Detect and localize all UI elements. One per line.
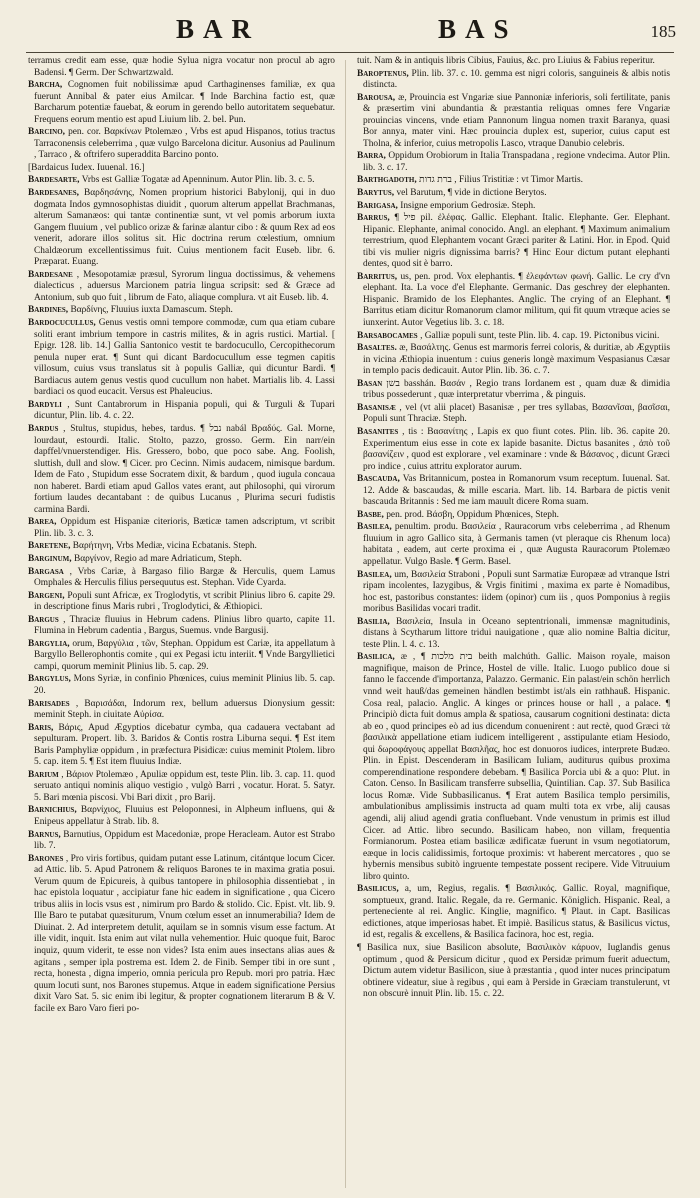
entry-text: a, um, Regius, regalis. ¶ Βασιλικός. Gallic. Royal, magnifique, somptueux, grand. Italic. Regale, da re. Germanic. Königlich. Hispanic. Real, a perteneciente al rei. Anglic. Kinglie, magnifico. ¶ Plaut. in Capt. Basilicas edictiones, atque imperiosas habet. Et impiè. Basilicus status, & Basilicus victus, id est, regalis & excellens, & Basilica facinora, hoc est, regia. xyxy=(363,884,670,941)
entry-text: penultim. produ. Βασιλεία , Rauracorum vrbs celeberrima , ad Rhenum fluuium in agro Gallico sita, à Germanis tamen (vt pleraque cis Rhenum loca) habitata , eadem, aut certe proxima ei , quæ Augusta Rauracorum Ptolemæo appellatur. Vulgo Basle. ¶ Germ. Basel. xyxy=(363,522,670,567)
entry-text: æ , ¶ בית מלכות beith malchúth. Gallic. Maison royale, maison magnifique, maison de Prince, Hostel de ville. Italic. Luogo publico doue si fanno le faccende d'importanza, Palazzo. Germanic. Ein palast/ein schön herrlich vnnd weit hauß/das gemeinen händlen bestimbt ist/als ein rathhauß. Hispanic. Cosa real, palacio. Anglic. A kinges or princes house or hall , a palace. ¶ Principiò dicta fuit domus ampla & spatiosa, causarum cognitioni destinata: dicta ab eo , quod principes eò ad ius dicendum conuenirent : aut rectè, quod Græci τὰ βασιλικὰ appellatione etiam iudicem intelligerent , asstipulante etiam Hesiodo, qui δωροφάγους appellat Βασιλῆας, hoc est donuoros iudices, interprete Budæo. Plin. in Epist. Descenderam in Basilicam Iuliam, auditurus quibus proxima comperendinatione respondere debebam. ¶ Basilica Porcia ubi & a quo: Plut. in Caton. Censo. In Basilicam transferre subsellia, Quintilian. Cap. 37. Sub Basilica locus Romæ. Vide Subbasilicanus. ¶ Erat autem Basilica templo persimilis, ambulationibus amplissimis instructa ad quam multi tota ex vrbe, alij causas agendi, alij aliud agendi gratia confluebant. Vnde venustum in primis est illud Cicer. ad Attic. libro secundo. Basilicam habeo, non villam, frequentia Formianorum. Postea etiam basilicæ ædificatæ fuerunt in vsum negotiatorum, eæque in locis calidissimis, fortoque proximis: vt haberent mercatores , quo se hybernis mensibus subitò ingruente tempestate possent recipere. Vide Vitruuium libro quinto. xyxy=(363,652,670,882)
entry-text: us, pen. prod. Vox elephantis. ¶ ἐλεφάντων φωνή. Gallic. Le cry d'vn elephant. Ita. La voce d'el Elephante. Germanic. Das geschrey der elephanten. Hispanic. Bramido de los Elephantes. Anglic. The crying of an Elephant. ¶ Barritus etiam dicitur Romanorum clamor militum, qui fit quum vtræque acies se iunxerint. Autor Vegetius lib. 3. c. 18. xyxy=(363,271,670,329)
entry-text: Oppidum est Hispaniæ citerioris, Bæticæ tamen adscriptum, vt scribit Plin. lib. 3. c. 3. xyxy=(34,517,335,539)
entry-headword: Barra, xyxy=(357,151,386,162)
dictionary-entry xyxy=(28,639,335,674)
entry-headword: Baris, xyxy=(28,722,54,733)
entry-text: Βασιλεία, Insula in Oceano septentrionali, immensæ magnitudinis, distans à Scytharum littore tridui nauigatione , quæ alio nomine Baltia dicitur, teste Plin. l. 4. c. 13. xyxy=(363,616,670,650)
dictionary-entry xyxy=(28,56,335,79)
entry-text: orum, Βαργύλια , τῶν, Stephan. Oppidum est Cariæ, ita appellatum à Bargyllo Bellerophontis comite , qui ex Pegasi ictu interiit. ¶ Vnde Bargyllietici campi, quorum meminit Plinius lib. 5. cap. 29. xyxy=(34,638,335,672)
entry-text: , Stultus, stupidus, hebes, tardus. ¶ נבל nabál Βραδύς. Gal. Morne, lourdaut, estourdi. Italic. Stolto, pazzo, grosso. Germ. Ein narr/ein dapffel/vnuerstendiger. His. Gressero, bobo, que poco sabe. Ang. Foolish, sluttish, dull and slow. ¶ Cicer. pro Cecinn. Nimis audacem, nimisque bardum. Idem de Fato , Stupidum esse Socratem dixit, & bardum , quod iugula concaua non haberet. Bardi etiam apud Gallos vates erant, aut philosophi, qui virorum fortium laudes decantabant : de quibus Lucanus , Plurima securi fudistis carmina Bardi. xyxy=(34,423,335,515)
entry-headword: Basilea, xyxy=(357,569,392,580)
entry-headword: Barigasa, xyxy=(357,200,398,211)
dictionary-entry xyxy=(357,884,670,942)
entry-headword: Bargylus, xyxy=(28,674,71,685)
dictionary-entry xyxy=(28,175,335,187)
entry-headword: Barea, xyxy=(28,517,57,528)
dictionary-entry xyxy=(357,213,670,271)
entry-headword: Barnichius, xyxy=(28,805,77,816)
dictionary-entry xyxy=(28,270,335,305)
entry-text: Oppidum Orobiorum in Italia Transpadana , regione vndecima. Autor Plin. lib. 3. c. 17. xyxy=(363,151,670,173)
running-head-left: BAR xyxy=(176,14,261,44)
entry-headword: Barisades xyxy=(28,698,70,709)
entry-headword: Basilia, xyxy=(357,616,390,627)
dictionary-entry xyxy=(28,554,335,566)
dictionary-entry xyxy=(357,403,670,426)
entry-text: , Mesopotamiæ præsul, Syrorum lingua doctissimus, & vehemens dialecticus , aduersus Marcionem patria lingua scripsit: sed & Græce ad Antonium, sub quo fuit , librum de Fato, aliaque complura. vt ait Euseb. lib. 4. xyxy=(34,269,335,303)
entry-headword: Bardines, xyxy=(28,305,69,316)
entry-headword: Basanites xyxy=(357,426,399,437)
entry-headword: Barginum, xyxy=(28,553,72,564)
dictionary-entry xyxy=(28,854,335,1016)
entry-headword: Bardyli xyxy=(28,399,62,410)
dictionary-entry xyxy=(28,723,335,769)
entry-text: Βαρνίχιος, Fluuius est Peloponnesi, in Alpheum influens, qui & Enipeus appellatur à Strab. lib. 8. xyxy=(34,805,335,827)
entry-headword: Barousa, xyxy=(357,92,396,103)
dictionary-entry xyxy=(28,163,335,175)
dictionary-entry xyxy=(28,400,335,423)
column-divider xyxy=(345,60,346,1188)
dictionary-entry xyxy=(28,424,335,516)
entry-headword: Barthgadoth, xyxy=(357,175,417,186)
entry-text: tuit. Nam & in antiquis libris Cibius, Fauius, &c. pro Liuius & Fabius reperitur. xyxy=(357,56,655,66)
dictionary-entry xyxy=(357,331,670,343)
entry-headword: Bardesanes, xyxy=(28,188,79,199)
entry-headword: Basilea, xyxy=(357,522,392,533)
entry-text: Βαρδησάνης, Nomen proprium historici Babylonij, qui in duo dogmata Indos gymnosophistas diuidit , quorum alterum appellat Brachmanas, alterum Samanæos: qui tantæ continentiæ sunt, vt vel pomis arborum iuxta Gangem fluuium , vel publico orizæ & farinæ alantur cibo : & quum Rex ad eos venerit, adorare illos solitus sit. Hic doctrina rerum cœlestium, omnium Chaldæorum excellentissimus fuit. Cuius mentionem facit Euseb. libr. 6. Præparat. Euang. xyxy=(34,188,335,268)
entry-headword: Barones xyxy=(28,853,64,864)
entry-text: ¶ פיל pil. ἐλέφας. Gallic. Elephant. Italic. Elephante. Ger. Elephant. Hipanic. Elephante, animal conocido. Angl. an elephant. ¶ Maximum animalium terrestrium, quod Elephantem vocant Græci pariter & Latini. Hor. in Epod. Quid tibi vis mulier nigris dignissima barris? ¶ Hinc Eour dictum putant elephanti dentes, quod sit è barro. xyxy=(363,213,670,270)
entry-text: Barnutius, Oppidum est Macedoniæ, prope Heracleam. Autor est Strabo lib. 7. xyxy=(34,829,335,852)
dictionary-entry xyxy=(28,805,335,828)
dictionary-entry xyxy=(357,617,670,652)
entry-text: , Pro viris fortibus, quidam putant esse Latinum, citántque locum Cicer. ad Attic. lib. 5. Apud Patronem & reliquos Barones te in maxima gratia posui. Verum quum de Epicureis, à quibus tantopere in philosophia dissentiebat , in hac epistola loquatur , accipiatur fane hic eadem in significatione , qua Cicero tribus aliis in locis vsus est , nimirum pro Bardo & stolido. Cic. Epist. vlt. lib. 9. Ille Baro te putabat quæsiturum, Vnum cœlum esset an innumerabilia? Idem de Diuinat. 2. Ad interpretem detulit, aquilam se in somnis visum esse factum. At ille vidit, inquit. Ista enim aut vilat nulla vehementior. Huic quoque fuit, Baroc inquiz, quum viderit, te esse non vides? Ista enim aues insectans alias aues & agitans , semper ipla postrema est. Idem 2. de Finib. Semper tibi in ore sunt , recta, honesta , digna imperio, omnia pericula pro Repub. mori pro patria. Hæc quum locuti sunt, nos Barones stupemus. Atque in eadem significatione Persius dixit Varo Sat. 5. sic enim ibi legitur, & propter cognationem literarum B & V. facile ex Baro Varo fieri po- xyxy=(34,853,335,1014)
dictionary-entry xyxy=(357,56,670,68)
entry-text: , Βάριον Ptolemæo , Apuliæ oppidum est, teste Plin. lib. 3. cap. 11. quod seruato antiqui nominis aliquo vestigio , vulgò Barri , vocatur. Horat. 5. Satyr. 5. Bari mœnia piscosi. Vbi Bari dixit , pro Barij. xyxy=(34,769,335,803)
entry-text: Insigne emporium Gedrosiæ. Steph. xyxy=(400,200,536,211)
entry-headword: Baretene, xyxy=(28,541,71,552)
entry-headword: Basbe, xyxy=(357,509,384,520)
left-column xyxy=(28,56,335,1192)
dictionary-entry xyxy=(357,474,670,509)
dictionary-entry xyxy=(357,522,670,568)
entry-text: Βαργίνον, Regio ad mare Adriaticum, Steph. xyxy=(73,553,242,564)
dictionary-entry xyxy=(357,188,670,200)
entry-headword: Barium xyxy=(28,769,59,780)
dictionary-entry xyxy=(357,93,670,151)
entry-headword: Basilica, xyxy=(357,652,395,663)
dictionary-entry xyxy=(357,427,670,473)
entry-text: Mons Syriæ, in confinio Phœnices, cuius meminit Plinius lib. 5. cap. 20. xyxy=(34,674,335,696)
entry-text: , Sunt Cantabrorum in Hispania populi, qui & Turguli & Tupari dicuntur, Plin. lib. 4. c. 22. xyxy=(34,399,335,422)
entry-text: Vrbs est Galliæ Togatæ ad Apenninum. Autor Plin. lib. 3. c. 5. xyxy=(81,175,315,186)
entry-text: Βάρις, Apud Ægyptios dicebatur cymba, qua cadauera vectabant ad sepulturam. Propert. lib. 3. Baridos & Contis rostra Liburna sequi. ¶ Est item Baris Pamphyliæ oppidum , in præfectura Pisidicæ: cuius meminit Ptolem. libro 5. cap. item 5. ¶ Est item fluuius Indiæ. xyxy=(34,722,335,768)
entry-text: בשן basshán. Βασάν , Regio trans Iordanem est , quam duæ & dimidia tribus possederunt , quæ interpretatur vberrima , & pinguis. xyxy=(363,378,670,401)
entry-text: terramus credit eam esse, quæ hodie Sylua nigra vocatur non procul ab agro Badensi. ¶ Germ. Der Schwartzwald. xyxy=(28,56,335,78)
entry-text: ¶ Basilica nux, siue Basilicon absolute, Βασιλικὸν κάρυον, Iuglandis genus optimum , quod & Persicum dicitur , quod ex Persidæ primum fuerit aduectum, Dictum autem videtur Basilicon, siue à præstantia , quod inter nuces principatum obtinere videatur, siue à regibus , qui eam à Perside in Græciam transtulerunt, vt non obscurè innuit Plin. lib. 15. c. 22. xyxy=(357,943,670,1000)
entry-text: um, Βασιλεία Straboni , Populi sunt Sarmatiæ Europææ ad vtranque Istri ripam incolentes, Iazygibus, & Vrgis finitimi , maxima ex parte è Nomadibus, hoc est, pastoribus constantes: iidem (opinor) cum iis , quos Pomponius à regiis moribus Basilidas vocari tradit. xyxy=(363,569,670,615)
entry-headword: Barsabocames xyxy=(357,330,418,341)
dictionary-entry xyxy=(28,127,335,162)
dictionary-entry xyxy=(357,943,670,1001)
entry-text: æ, Prouincia est Vngariæ siue Pannoniæ inferioris, soli fertilitate, panis & præsertim vini abundantia & præstantia reliquas omnes fere Vngariæ prouincias vincens, vnde etiam Pannonum lingua nomen traxit Baranya, quasi Bor annya, mater vini. Hæc prouincia duplex est, superior, cuius caput est Tholna, & inferior, cuius metropolis Lasco, vtraque Danubio celebris. xyxy=(363,92,670,149)
right-column xyxy=(357,56,670,1192)
dictionary-entry xyxy=(28,615,335,638)
entry-text: , vel (vt alii placet) Basanisæ , per tres syllabas, Βασανῖσαι, βασῖσαι, Populi sunt Thraciæ. Steph. xyxy=(363,402,670,425)
entry-headword: Bardocucullus, xyxy=(28,318,96,329)
entry-headword: Basilicus, xyxy=(357,884,399,895)
entry-text: pen. cor. Βαρκίνων Ptolemæo , Vrbs est apud Hispanos, totius tractus Tarraconensis celeberrima , quæ vulgo Barcelona dicitur. Ausonius ad Paulinum , Tarraco , & oftrifero superaddita Barcino ponto. xyxy=(34,127,335,161)
entry-text: Plin. lib. 37. c. 10. gemma est nigri coloris, sanguineis & albis notis distincta. xyxy=(363,68,670,91)
entry-text: Cognomen fuit nobilissimæ apud Carthaginenses familiæ, ex qua fuerunt Annibal & pater eius Amilcar. ¶ Inde Barchina factio est, quæ Barcharum potentiæ fauebat, & eorum in gerendo bello autoritatem sequebatur. Frequens eorum mentio est apud Liuium lib. 2. bel. Pun. xyxy=(34,80,335,125)
dictionary-entry xyxy=(357,201,670,213)
entry-headword: Bascauda, xyxy=(357,474,400,485)
dictionary-entry xyxy=(28,541,335,553)
dictionary-entry xyxy=(357,379,670,402)
entry-headword: Barnus, xyxy=(28,829,61,840)
entry-text: , Galliæ populi sunt, teste Plin. lib. 4. cap. 19. Pictonibus vicini. xyxy=(420,330,660,341)
entry-headword: Barrus, xyxy=(357,213,390,224)
dictionary-entry xyxy=(357,272,670,330)
running-head-right: BAS xyxy=(438,14,518,44)
dictionary-entry xyxy=(357,175,670,187)
dictionary-entry xyxy=(357,69,670,92)
entry-text: , Βαρισάδαι, Indorum rex, bellum aduersus Dionysium gessit: meminit Steph. in ciuitate Αὐρίσα. xyxy=(34,698,335,721)
page-number: 185 xyxy=(650,22,676,41)
dictionary-entry xyxy=(28,517,335,540)
dictionary-entry xyxy=(28,699,335,722)
entry-text: Βαρήτηνη, Vrbs Mediæ, vicina Ecbatanis. Steph. xyxy=(72,541,257,552)
entry-headword: Bargus xyxy=(28,614,59,625)
header-rule xyxy=(26,52,674,53)
entry-headword: Bargeni, xyxy=(28,590,65,601)
entry-text: , tis : Βασανίτης , Lapis ex quo fiunt cotes. Plin. lib. 36. capite 20. Experimentum eius esse in cote ex lapide basanite. Dictus basanites , ἀπὸ τοῦ βασανίζειν , quod est explorare , vel examinare : vnde & Βάσανος , dicunt Græci pro indice , cuius attritu explorator aurum. xyxy=(363,426,670,472)
dictionary-entry xyxy=(28,674,335,697)
entry-headword: Basan xyxy=(357,378,383,389)
entry-headword: Barritus, xyxy=(357,271,398,282)
dictionary-entry xyxy=(28,770,335,805)
entry-headword: Basaltes. xyxy=(357,343,397,354)
entry-headword: Barcha, xyxy=(28,80,63,91)
dictionary-entry xyxy=(357,570,670,616)
dictionary-entry xyxy=(357,652,670,883)
entry-text: [Bardaicus Iudex. Iuuenal. 16.] xyxy=(28,162,145,173)
entry-headword: Bardus xyxy=(28,423,59,434)
entry-headword: Baroptenus, xyxy=(357,68,409,79)
entry-text: pen. prod. Βάσβη, Oppidum Phœnices, Steph. xyxy=(386,509,559,520)
entry-headword: Bargasa xyxy=(28,566,64,577)
entry-text: Βαρδίνης, Fluuius iuxta Damascum. Steph. xyxy=(70,305,233,316)
entry-headword: Basanisæ xyxy=(357,402,396,413)
entry-headword: Barytus, xyxy=(357,188,395,199)
entry-headword: Bargylia, xyxy=(28,638,70,649)
dictionary-entry xyxy=(28,318,335,399)
entry-headword: Bardesarte, xyxy=(28,175,80,186)
entry-text: , Thraciæ fluuius in Hebrum cadens. Plinius libro quarto, capite 11. Flumina in Hebrum cadentia , Bargus, Suemus. vnde Bargusij. xyxy=(34,614,335,637)
dictionary-entry xyxy=(357,151,670,174)
dictionary-entry xyxy=(357,510,670,522)
dictionary-entry xyxy=(28,80,335,126)
entry-text: , Vrbs Cariæ, à Bargaso filio Bargæ & Herculis, quem Lamus Omphales & Herculis filius persequutus est. Stephan. Vide Cyarda. xyxy=(34,566,335,589)
dictionary-entry xyxy=(28,188,335,269)
entry-text: Vas Britannicum, postea in Romanorum vsum receptum. Iuuenal. Sat. 12. Adde & bascaudas, & mille escaria. Mart. lib. 14. Barbara de pictis venit bascauda Britannis : Sed me iam mauult dicere Roma suam. xyxy=(363,474,670,508)
dictionary-entry xyxy=(357,343,670,378)
dictionary-entry xyxy=(28,305,335,317)
dictionary-entry xyxy=(28,830,335,853)
entry-text: ברת גדות , Filius Tristitiæ : vt Timor Martis. xyxy=(419,175,583,186)
entry-text: vel Barutum, ¶ vide in dictione Berytos. xyxy=(396,188,547,199)
entry-text: Populi sunt Africæ, ex Troglodytis, vt scribit Plinius libro 6. capite 29. in descriptione finus Maris rubri , Troglodytici, & Æthiopici. xyxy=(34,590,335,613)
entry-headword: Bardesane xyxy=(28,269,73,280)
entry-text: æ, Βασάλτης. Genus est marmoris ferrei coloris, & duritiæ, ab Ægyptiis in vicina Æthiopia inuentum : cuius generis longè maximum Vespasianus Cæsar in templo pacis dedicauit. Autor Plin. lib. 36. c. 7. xyxy=(363,343,670,377)
dictionary-entry xyxy=(28,567,335,590)
entry-headword: Barcino, xyxy=(28,127,65,138)
entry-text: Genus vestis omni tempore commodæ, cum qua etiam cubare soliti erant imbrium tempore in castris milites, & in agris rustici. Martial. [ Epigr. 128. lib. 14.] Gallia Santonico vestit te bardocucullo, Cercopithecorum penula nuper erat. ¶ Sunt qui dicant Bardocucullum esse tegmen capitis villosum, cuius vsus translatus sit à populis Galliæ, qui dicuntur Bardi. ¶ Bardiacus autem genus vestis quod cucullum non habet. Martialis lib. 4. Lassi bardiaci os quod eucacit. Versus est Phaleucius. xyxy=(34,318,335,398)
dictionary-entry xyxy=(28,591,335,614)
